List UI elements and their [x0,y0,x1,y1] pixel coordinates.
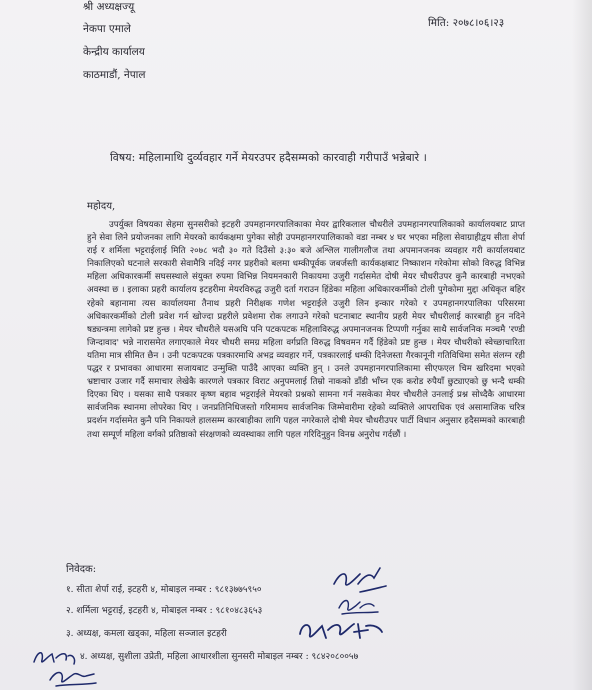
recipient-address: काठमाडौं, नेपाल [83,69,146,81]
signatory-item: २. शर्मिला भट्टराई, इटहरी ४, मोबाइल नम्बर : ९८१०४८३६५३ [66,606,263,616]
letter-date: मिति: २०७८।०६।२३ [428,17,505,29]
signature-1 [330,562,390,598]
body-paragraph: उपर्युक्त विषयका सेहमा सुनसरीको इटहरी उपमहानगरपालिकाका मेयर द्वारिकलाल चौधरीले उपमहानगरपालिकाको कार्यालयबाट प्राप्त हुने सेवा लिने प्रयोजनका लागि मेयरको कार्यकक्षमा पुगेका सोही उपमहानगरपालिकाको वडा नम्बर ४ घर भएका महिला सेवाग्राहीद्वय सीता शेर्पा राई र शर्मिला भट्टराईलाई मिति २०७८ भदौ ३० गते दिउँसो ३:३० बजे अश्लिल गालीगलौज तथा अपमानजनक व्यवहार गरी कार्यालयबाट निकालिएको घटनाले सरकारी सेवामैत्रि नदिई नगर प्रहरीको बलमा धम्कीपूर्वक जबर्जस्ती कार्यकक्षबाट निष्काशन गरेकोमा सोको विरुद्ध विभिन्न महिला अधिकारकर्मी सघसस्थाले संयुक्त रुपमा विभिन्न नियमनकारी निकायमा उजुरी गर्दासमेत दोषी मेयर चौधरीउपर कुनै कारबाही नभएको अवस्था छ । इलाका प्रहरी कार्यालय इटहरीमा मेयरविरुद्ध उजुरी दर्ता गराउन हिंडेका महिला अधिकारकर्मीको टोली पुगेकोमा मुद्दा अधिकृत बहिर रहेको बहानामा त्यस कार्यालयमा तैनाथ प्रहरी निरीक्षक गणेश भट्टराईले उजुरी लिन इन्कार गरेको र उपमहानगरपालिका परिसरमा अधिकारकर्मीको टोली प्रवेश गर्न खोज्दा प्रहरीले प्रवेशमा रोक लगाउने गरेको घटनाबाट स्थानीय प्रहरी मेयर चौधरीलाई कारबाही हुन नदिने षड्यन्त्रमा लागेको प्रष्ट हुन्छ । मेयर चौधरीले यसअघि पनि पटकपटक महिलाविरुद्ध अपमानजनक टिप्पणी गर्नुका साथै सार्वजनिक मञ्चमै 'रण्डी जिन्दावाद' भन्ने नारासमेत लगाएकाले मेयर चौधरी समग्र महिला वर्गप्रति विरुद्ध विषवमन गर्दै हिंडेको प्रष्ट हुन्छ । मेयर चौधरीको स्वेच्छाचारिता यतिमा मात्र सीमित छैन । उनी पटकपटक पत्रकारमाथि अभद्र व्यवहार गर्ने, पत्रकारलाई धम्की दिनेजस्ता गैरकानूनी गतिविधिमा समेत संलग्न रही पद्धर र प्रभावका आधारमा सजायबाट उन्मुक्ति पाउँदै आएका व्यक्ति हुन् । उनले उपमहानगरपालिकामा सीएफएल चिम खरिदमा भएको भ्रष्टाचार उजार गर्दै समाचार लेखेकै कारणले पत्रकार विराट अनुपमलाई तिम्रो नाकको डाँडी भाँच्न एक करोड रुपैयाँ छुट्याएको छु भन्दै धम्की दिएका थिए । यसका साथै पत्रकार कृष्ण बहाव भट्टराईले मेयरको प्रश्नको सामना गर्न नसकेका मेयर चौधरीले उनलाई प्रश्न सोध्दैकै आधारमा सार्वजनिक स्थानमा लोपरेका थिए । जनप्रतिनिधिजस्तो गरिमामय सार्वजनिक जिम्मेवारीमा रहेको व्यक्तिले आपराधिक एवं असामाजिक चरित्र प्रदर्शन गर्दासमेत कुनै पनि निकायले हालसम्म कारबाहीका लागि पहल नगरेकाले दोषी मेयर चौधरीउपर पार्टी विधान अनुसार हदैसम्मको कारबाही तथा सम्पूर्ण महिला वर्गको प्रतिष्ठाको संरक्षणको व्यवस्थाका लागि पहल गरिदिनुहुन विनम्र अनुरोध गर्दछौं । [87,220,525,440]
signature-4b [46,664,102,690]
recipient-party: नेकपा एमाले [83,23,131,35]
signature-2 [336,594,382,618]
recipient-title: श्री अध्यक्षज्यू [83,1,135,13]
signatory-item: ४. अध्यक्ष, सुशीला उप्रेती, महिला आधारशीला सुनसरी मोबाइल नम्बर : ९८४२०८००५७ [80,652,359,662]
signatory-item: ३. अध्यक्ष, कमला खड्का, महिला सञ्जाल इटहरी [66,629,227,639]
signatory-item: १. सीता शेर्पा राई, इटहरी ४, मोबाइल नम्बर : ९८१३७७५९५० [66,585,262,595]
letter-body [87,219,525,442]
recipient-office: केन्द्रीय कार्यालय [83,46,145,58]
signature-3 [296,616,386,646]
letter-subject: विषय: महिलामाथि दुर्व्यवहार गर्ने मेयरउपर हदैसम्मको कारवाही गरीपाउँ भन्नेबारे । [110,151,427,164]
salutation: महोदय, [87,201,116,212]
page-edge-shadow [572,0,592,690]
submitted-by-label: निवेदक: [66,564,97,575]
